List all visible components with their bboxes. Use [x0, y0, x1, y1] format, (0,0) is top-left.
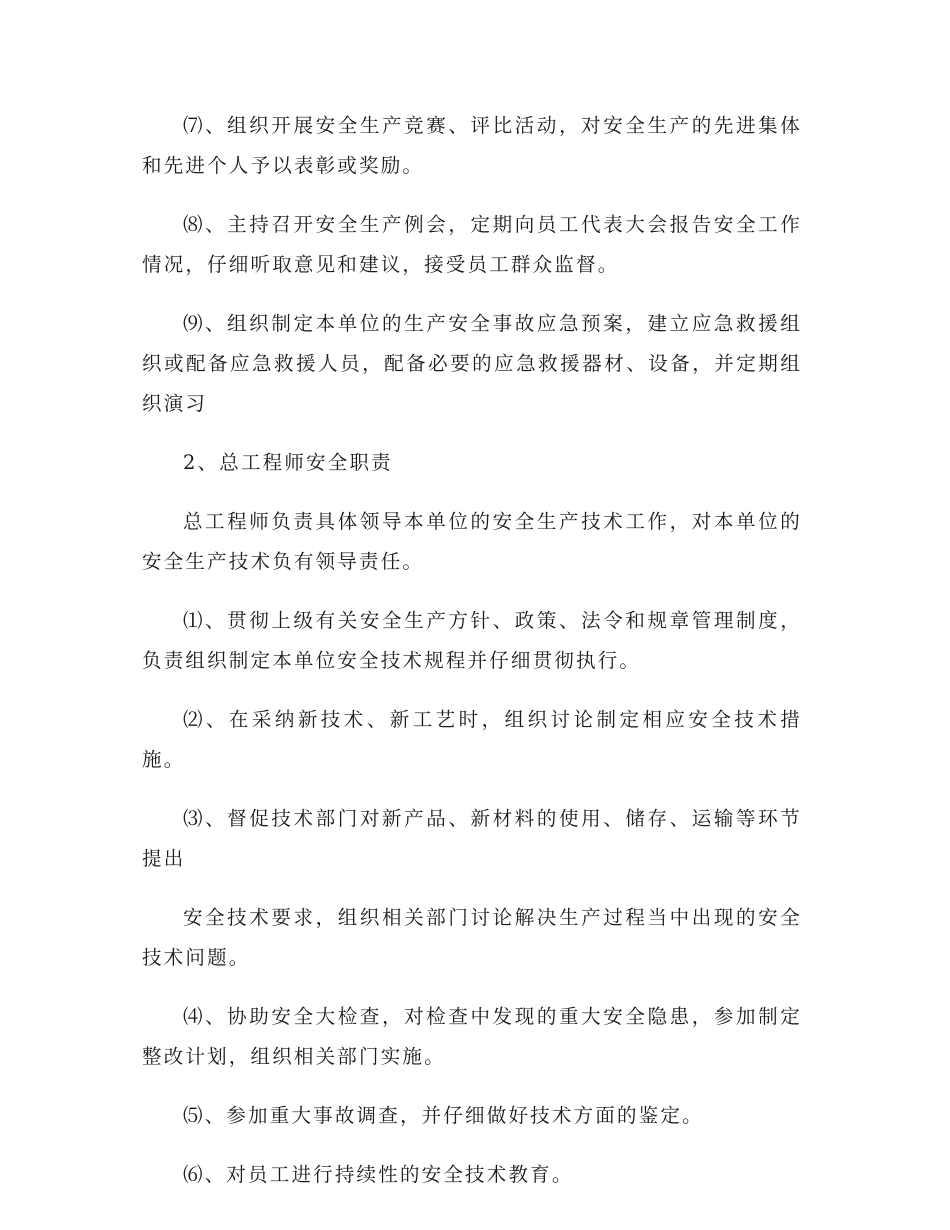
- paragraph-item-7: ⑺、组织开展安全生产竞赛、评比活动，对安全生产的先进集体和先进个人予以表彰或奖励。: [142, 114, 802, 177]
- paragraph-item-4: ⑷、协助安全大检查，对检查中发现的重大安全隐患，参加制定整改计划，组织相关部门实施。: [142, 1005, 802, 1068]
- section-heading: 2、总工程师安全职责: [182, 451, 393, 474]
- paragraph-item-9: ⑼、组织制定本单位的生产安全事故应急预案，建立应急救援组织或配备应急救援人员，配备必要的应急救援器材、设备，并定期组织演习: [142, 312, 802, 415]
- paragraph-item-6: ⑹、对员工进行持续性的安全技术教育。: [182, 1163, 574, 1186]
- paragraph-item-3-continued: 安全技术要求，组织相关部门讨论解决生产过程当中出现的安全技术问题。: [142, 906, 802, 969]
- document-body: [142, 106, 802, 1214]
- paragraph-item-3: ⑶、督促技术部门对新产品、新材料的使用、储存、运输等环节提出: [142, 807, 802, 870]
- paragraph-item-8: ⑻、主持召开安全生产例会，定期向员工代表大会报告安全工作情况，仔细听取意见和建议，接受员工群众监督。: [142, 213, 802, 276]
- paragraph-item-1: ⑴、贯彻上级有关安全生产方针、政策、法令和规章管理制度，负责组织制定本单位安全技术规程并仔细贯彻执行。: [142, 609, 802, 672]
- paragraph-item-2: ⑵、在采纳新技术、新工艺时，组织讨论制定相应安全技术措施。: [142, 708, 802, 771]
- section-intro: 总工程师负责具体领导本单位的安全生产技术工作，对本单位的安全生产技术负有领导责任。: [142, 510, 802, 573]
- paragraph-item-5: ⑸、参加重大事故调查，并仔细做好技术方面的鉴定。: [182, 1104, 704, 1127]
